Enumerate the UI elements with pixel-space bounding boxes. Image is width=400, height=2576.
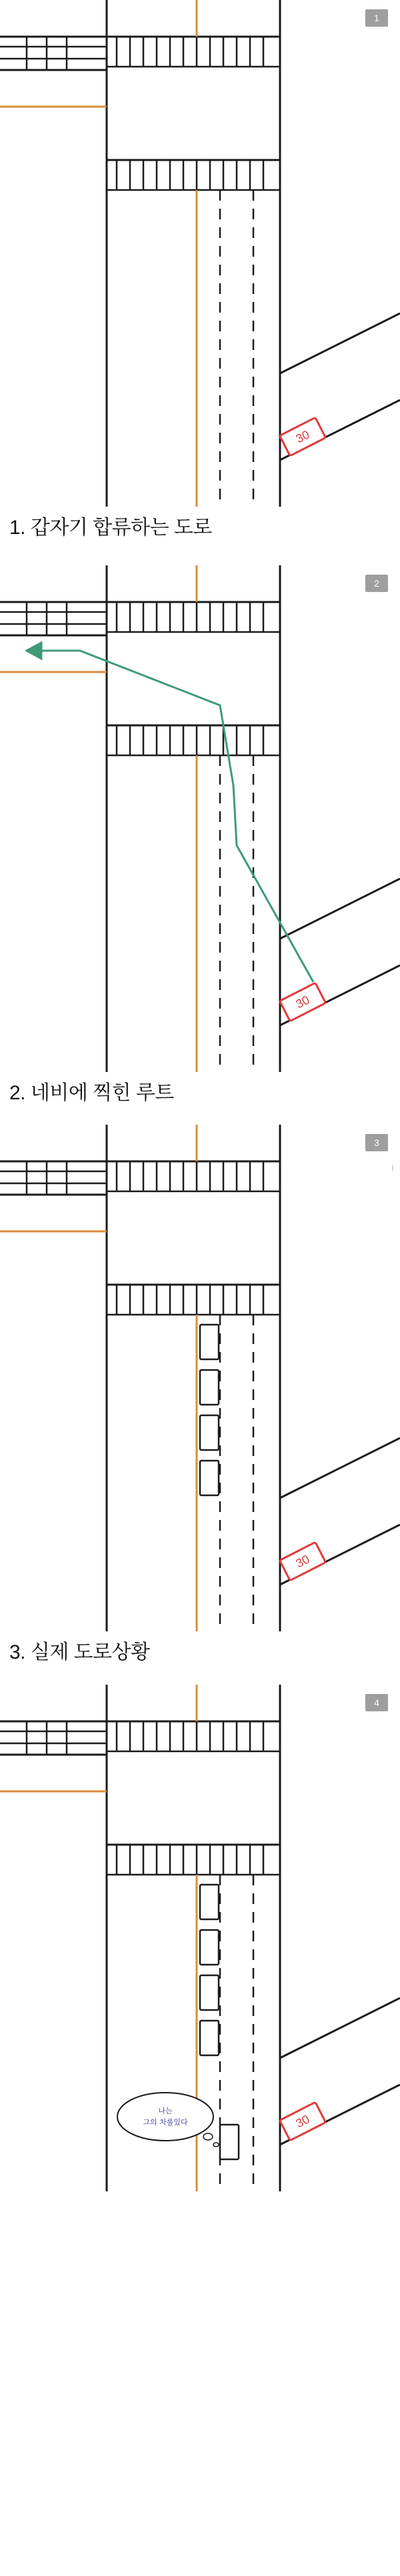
panel-1-caption: 1. 갑자기 합류하는 도로 bbox=[9, 517, 212, 539]
panel-2 bbox=[0, 565, 400, 1072]
panel-1-diagram bbox=[0, 0, 400, 507]
car bbox=[200, 1975, 219, 2010]
car-ego bbox=[220, 2125, 239, 2159]
car bbox=[200, 2021, 219, 2055]
speed-limit-label: 30 bbox=[293, 427, 312, 446]
car bbox=[200, 1461, 219, 1495]
panel-3 bbox=[0, 1125, 400, 1631]
scroll-tick bbox=[392, 1165, 393, 1171]
panel-badge: 3 bbox=[365, 1134, 388, 1151]
bottom-spacer bbox=[0, 2191, 400, 2209]
car bbox=[200, 1325, 219, 1359]
panel-badge: 4 bbox=[365, 1694, 388, 1711]
panel-badge: 2 bbox=[365, 575, 388, 592]
panel-3-diagram bbox=[0, 1125, 400, 1631]
callout-line-2: 그의 차롤있다 bbox=[143, 2117, 188, 2127]
car bbox=[200, 1415, 219, 1450]
panel-badge: 1 bbox=[365, 9, 388, 27]
panel-4 bbox=[0, 1685, 400, 2191]
panel-1 bbox=[0, 0, 400, 507]
car bbox=[200, 1885, 219, 1919]
panel-2-diagram bbox=[0, 565, 400, 1072]
callout-line-1: 나는 bbox=[158, 2106, 173, 2115]
speed-limit-label: 30 bbox=[293, 1552, 312, 1571]
panel-4-diagram bbox=[0, 1685, 400, 2191]
panel-3-caption: 3. 실제 도로상황 bbox=[9, 1641, 150, 1663]
speed-limit-label: 30 bbox=[293, 2112, 312, 2130]
speed-limit-label: 30 bbox=[293, 993, 312, 1011]
car bbox=[200, 1930, 219, 1965]
car bbox=[200, 1370, 219, 1405]
panel-2-caption: 2. 네비에 찍힌 루트 bbox=[9, 1081, 174, 1104]
